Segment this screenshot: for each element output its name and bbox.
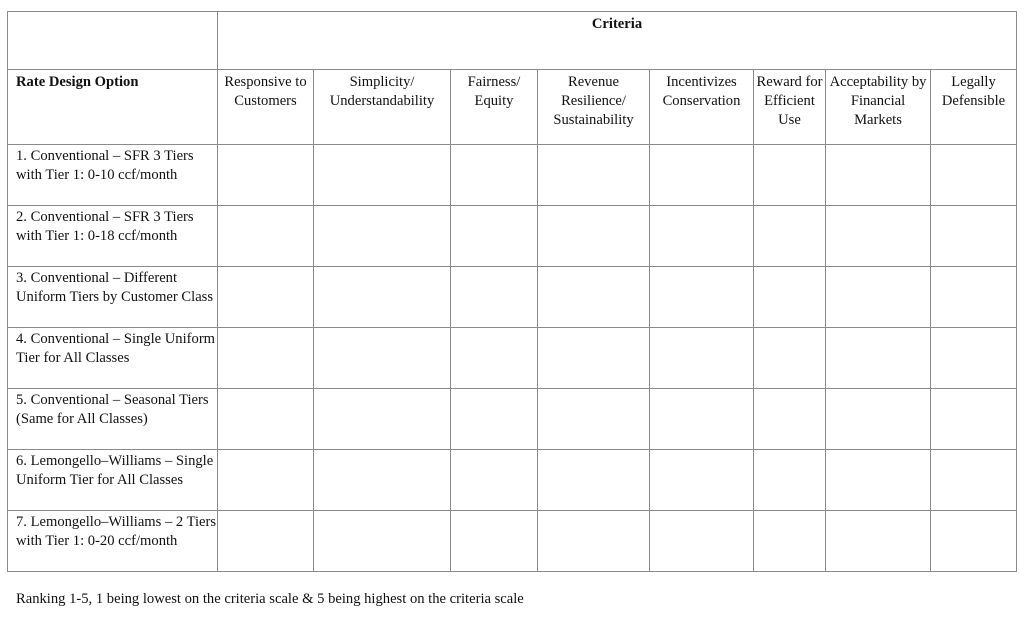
criteria-header-responsive: Responsive to Customers xyxy=(218,70,314,145)
table-row xyxy=(8,328,1017,389)
rate-design-option-header: Rate Design Option xyxy=(8,70,218,145)
rate-option-label: 2. Conventional – SFR 3 Tiers with Tier 1: 0-18 ccf/month xyxy=(8,206,218,267)
rating-cell[interactable] xyxy=(826,389,931,450)
rating-cell[interactable] xyxy=(314,389,451,450)
criteria-header-simplicity: Simplicity/ Understandability xyxy=(314,70,451,145)
rating-cell[interactable] xyxy=(538,206,650,267)
rating-cell[interactable] xyxy=(650,145,754,206)
rating-cell[interactable] xyxy=(538,145,650,206)
rating-cell[interactable] xyxy=(754,511,826,572)
criteria-title-row xyxy=(8,12,1017,70)
table-row xyxy=(8,206,1017,267)
rating-cell[interactable] xyxy=(451,206,538,267)
rating-cell[interactable] xyxy=(826,511,931,572)
table-row xyxy=(8,267,1017,328)
rating-cell[interactable] xyxy=(650,328,754,389)
table-row xyxy=(8,511,1017,572)
criteria-title: Criteria xyxy=(218,12,1017,70)
rating-cell[interactable] xyxy=(931,389,1017,450)
rating-cell[interactable] xyxy=(754,450,826,511)
rate-option-label: 7. Lemongello–Williams – 2 Tiers with Tier 1: 0-20 ccf/month xyxy=(8,511,218,572)
table-row xyxy=(8,145,1017,206)
criteria-header-conservation: Incentivizes Conservation xyxy=(650,70,754,145)
rating-cell[interactable] xyxy=(650,267,754,328)
rating-cell[interactable] xyxy=(931,206,1017,267)
rating-cell[interactable] xyxy=(650,206,754,267)
rating-cell[interactable] xyxy=(218,145,314,206)
rating-cell[interactable] xyxy=(826,267,931,328)
rating-cell[interactable] xyxy=(314,511,451,572)
rating-cell[interactable] xyxy=(451,267,538,328)
rate-option-label: 3. Conventional – Different Uniform Tiers by Customer Class xyxy=(8,267,218,328)
rating-cell[interactable] xyxy=(314,328,451,389)
rating-cell[interactable] xyxy=(931,328,1017,389)
criteria-header-fairness: Fairness/ Equity xyxy=(451,70,538,145)
rating-cell[interactable] xyxy=(931,145,1017,206)
rating-cell[interactable] xyxy=(538,267,650,328)
rating-cell[interactable] xyxy=(538,511,650,572)
rating-cell[interactable] xyxy=(931,450,1017,511)
rating-cell[interactable] xyxy=(218,206,314,267)
ranking-footnote: Ranking 1-5, 1 being lowest on the criteria scale & 5 being highest on the criteria scale xyxy=(16,591,524,607)
rating-cell[interactable] xyxy=(218,328,314,389)
rating-cell[interactable] xyxy=(451,450,538,511)
rating-cell[interactable] xyxy=(754,206,826,267)
rating-cell[interactable] xyxy=(314,206,451,267)
rating-cell[interactable] xyxy=(314,267,451,328)
rate-option-label: 4. Conventional – Single Uniform Tier for All Classes xyxy=(8,328,218,389)
rating-cell[interactable] xyxy=(218,511,314,572)
table-row xyxy=(8,389,1017,450)
rating-cell[interactable] xyxy=(754,267,826,328)
rating-cell[interactable] xyxy=(826,450,931,511)
rating-cell[interactable] xyxy=(931,267,1017,328)
rating-cell[interactable] xyxy=(650,389,754,450)
rate-option-label: 1. Conventional – SFR 3 Tiers with Tier 1: 0-10 ccf/month xyxy=(8,145,218,206)
rating-cell[interactable] xyxy=(826,145,931,206)
criteria-header-efficient-use: Reward for Efficient Use xyxy=(754,70,826,145)
column-header-row xyxy=(8,70,1017,145)
rating-cell[interactable] xyxy=(451,511,538,572)
criteria-header-legally-defensible: Legally Defensible xyxy=(931,70,1017,145)
rating-cell[interactable] xyxy=(218,389,314,450)
rate-option-label: 6. Lemongello–Williams – Single Uniform Tier for All Classes xyxy=(8,450,218,511)
rating-cell[interactable] xyxy=(650,511,754,572)
rating-cell[interactable] xyxy=(754,389,826,450)
rate-design-criteria-table xyxy=(7,11,1017,572)
rating-cell[interactable] xyxy=(218,450,314,511)
criteria-header-financial-markets: Acceptability by Financial Markets xyxy=(826,70,931,145)
rating-cell[interactable] xyxy=(314,450,451,511)
rating-cell[interactable] xyxy=(538,389,650,450)
rating-cell[interactable] xyxy=(218,267,314,328)
rating-cell[interactable] xyxy=(451,145,538,206)
rating-cell[interactable] xyxy=(754,328,826,389)
rating-cell[interactable] xyxy=(754,145,826,206)
table-row xyxy=(8,450,1017,511)
rating-cell[interactable] xyxy=(826,328,931,389)
rating-cell[interactable] xyxy=(451,328,538,389)
rating-cell[interactable] xyxy=(538,450,650,511)
rating-cell[interactable] xyxy=(931,511,1017,572)
corner-cell xyxy=(8,12,218,70)
rating-cell[interactable] xyxy=(451,389,538,450)
rating-cell[interactable] xyxy=(826,206,931,267)
criteria-header-revenue: Revenue Resilience/ Sustainability xyxy=(538,70,650,145)
rating-cell[interactable] xyxy=(314,145,451,206)
rating-cell[interactable] xyxy=(538,328,650,389)
rating-cell[interactable] xyxy=(650,450,754,511)
rate-option-label: 5. Conventional – Seasonal Tiers (Same for All Classes) xyxy=(8,389,218,450)
